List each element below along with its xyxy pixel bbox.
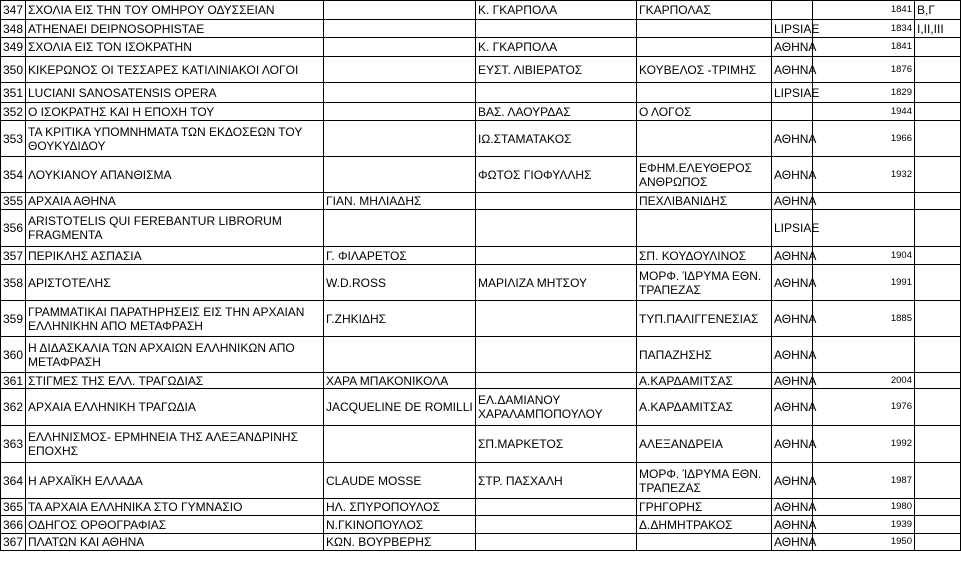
cell-translator: ΦΩΤΟΣ ΓΙΟΦΥΛΛΗΣ — [476, 157, 637, 193]
cell-year: 1980 — [813, 499, 915, 516]
cell-author: JACQUELINE DE ROMILLI — [324, 389, 476, 426]
cell-number: 361 — [1, 373, 26, 389]
cell-title: ARISTOTELIS QUI FEREBANTUR LIBRORUM FRAGMENTA — [26, 210, 324, 247]
cell-place: LIPSIAE — [772, 83, 813, 103]
cell-year: 1876 — [813, 57, 915, 83]
cell-translator: Κ. ΓΚΑΡΠΟΛΑ — [476, 38, 637, 57]
cell-number: 357 — [1, 247, 26, 265]
cell-author — [324, 38, 476, 57]
cell-translator — [476, 373, 637, 389]
cell-publisher: ΠΑΠΑΖΗΣΗΣ — [637, 337, 772, 373]
cell-publisher — [637, 121, 772, 157]
cell-place: ΑΘΗΝΑ — [772, 337, 813, 373]
table-row — [1, 516, 961, 534]
cell-year: 2004 — [813, 373, 915, 389]
cell-number: 358 — [1, 265, 26, 301]
cell-publisher: ΠΕΧΛΙΒΑΝΙΔΗΣ — [637, 193, 772, 210]
cell-number: 360 — [1, 337, 26, 373]
cell-volume — [915, 57, 961, 83]
cell-title: LUCIANI SANOSATENSIS OPERA — [26, 83, 324, 103]
cell-place: ΑΘΗΝΑ — [772, 389, 813, 426]
cell-publisher: ΓΡΗΓΟΡΗΣ — [637, 499, 772, 516]
cell-title: ΓΡΑΜΜΑΤΙΚΑΙ ΠΑΡΑΤΗΡΗΣΕΙΣ ΕΙΣ ΤΗΝ ΑΡΧΑΙΑΝ ΕΛΛΗΝΙΚΗΝ ΑΠΟ ΜΕΤΑΦΡΑΣΗ — [26, 301, 324, 337]
cell-year: 1966 — [813, 121, 915, 157]
cell-title: ΣΧΟΛΙΑ ΕΙΣ ΤΗΝ ΤΟΥ ΟΜΗΡΟΥ ΟΔΥΣΣΕΙΑΝ — [26, 1, 324, 20]
cell-place: ΑΘΗΝΑ — [772, 57, 813, 83]
table-row — [1, 83, 961, 103]
cell-publisher — [637, 20, 772, 38]
cell-volume — [915, 373, 961, 389]
cell-number: 365 — [1, 499, 26, 516]
cell-publisher: Α.ΚΑΡΔΑΜΙΤΣΑΣ — [637, 389, 772, 426]
cell-publisher: Ο ΛΟΓΟΣ — [637, 103, 772, 121]
cell-year: 1991 — [813, 265, 915, 301]
cell-volume — [915, 83, 961, 103]
cell-author: Ν.ΓΚΙΝΟΠΟΥΛΟΣ — [324, 516, 476, 534]
cell-publisher: ΤΥΠ.ΠΑΛΙΓΓΕΝΕΣΙΑΣ — [637, 301, 772, 337]
cell-place: ΑΘΗΝΑ — [772, 426, 813, 463]
cell-title: ΑΡΙΣΤΟΤΕΛΗΣ — [26, 265, 324, 301]
cell-number: 352 — [1, 103, 26, 121]
cell-translator: ΙΩ.ΣΤΑΜΑΤΑΚΟΣ — [476, 121, 637, 157]
cell-year — [813, 193, 915, 210]
cell-publisher: ΕΦΗΜ.ΕΛΕΥΘΕΡΟΣ ΑΝΘΡΩΠΟΣ — [637, 157, 772, 193]
cell-author: ΧΑΡΑ ΜΠΑΚΟΝΙΚΟΛΑ — [324, 373, 476, 389]
cell-author — [324, 1, 476, 20]
table-row — [1, 57, 961, 83]
table-row — [1, 247, 961, 265]
cell-translator: Κ. ΓΚΑΡΠΟΛΑ — [476, 1, 637, 20]
cell-volume — [915, 426, 961, 463]
cell-place: ΑΘΗΝΑ — [772, 516, 813, 534]
table-row — [1, 499, 961, 516]
cell-author: Γ.ΖΗΚΙΔΗΣ — [324, 301, 476, 337]
cell-volume: Β,Γ — [915, 1, 961, 20]
cell-title: Η ΑΡΧΑΪΚΗ ΕΛΛΑΔΑ — [26, 463, 324, 499]
cell-translator: ΜΑΡΙΛΙΖΑ ΜΗΤΣΟΥ — [476, 265, 637, 301]
cell-title: ΑΡΧΑΙΑ ΑΘΗΝΑ — [26, 193, 324, 210]
cell-volume: I,II,III — [915, 20, 961, 38]
cell-author — [324, 157, 476, 193]
cell-volume — [915, 516, 961, 534]
cell-publisher: ΜΟΡΦ. ΊΔΡΥΜΑ ΕΘΝ. ΤΡΑΠΕΖΑΣ — [637, 463, 772, 499]
cell-year: 1939 — [813, 516, 915, 534]
cell-volume — [915, 38, 961, 57]
cell-publisher: ΑΛΕΞΑΝΔΡΕΙΑ — [637, 426, 772, 463]
cell-volume — [915, 157, 961, 193]
cell-translator — [476, 210, 637, 247]
cell-year — [813, 210, 915, 247]
cell-number: 364 — [1, 463, 26, 499]
cell-publisher: ΓΚΑΡΠΟΛΑΣ — [637, 1, 772, 20]
cell-number: 349 — [1, 38, 26, 57]
cell-translator: ΕΥΣΤ. ΛΙΒΙΕΡΑΤΟΣ — [476, 57, 637, 83]
table-row — [1, 103, 961, 121]
cell-translator: ΣΠ.ΜΑΡΚΕΤΟΣ — [476, 426, 637, 463]
table-row — [1, 210, 961, 247]
table-row — [1, 463, 961, 499]
cell-publisher: Α.ΚΑΡΔΑΜΙΤΣΑΣ — [637, 373, 772, 389]
cell-publisher: ΣΠ. ΚΟΥΔΟΥΛΙΝΟΣ — [637, 247, 772, 265]
cell-title: ΛΟΥΚΙΑΝΟΥ ΑΠΑΝΘΙΣΜΑ — [26, 157, 324, 193]
table-row — [1, 1, 961, 20]
cell-year: 1950 — [813, 534, 915, 551]
cell-author: CLAUDE MOSSE — [324, 463, 476, 499]
cell-publisher — [637, 38, 772, 57]
cell-author: W.D.ROSS — [324, 265, 476, 301]
cell-year: 1944 — [813, 103, 915, 121]
cell-translator: ΒΑΣ. ΛΑΟΥΡΔΑΣ — [476, 103, 637, 121]
cell-title: ΠΛΑΤΩΝ ΚΑΙ ΑΘΗΝΑ — [26, 534, 324, 551]
cell-title: ΠΕΡΙΚΛΗΣ ΑΣΠΑΣΙΑ — [26, 247, 324, 265]
cell-year: 1932 — [813, 157, 915, 193]
cell-title: ΣΤΙΓΜΕΣ ΤΗΣ ΕΛΛ. ΤΡΑΓΩΔΙΑΣ — [26, 373, 324, 389]
cell-place: ΑΘΗΝΑ — [772, 193, 813, 210]
cell-number: 351 — [1, 83, 26, 103]
cell-publisher — [637, 83, 772, 103]
cell-place: ΑΘΗΝΑ — [772, 121, 813, 157]
cell-title: ΕΛΛΗΝΙΣΜΟΣ- ΕΡΜΗΝΕΙΑ ΤΗΣ ΑΛΕΞΑΝΔΡΙΝΗΣ ΕΠΟΧΗΣ — [26, 426, 324, 463]
cell-number: 350 — [1, 57, 26, 83]
cell-translator — [476, 534, 637, 551]
table-row — [1, 426, 961, 463]
cell-year: 1829 — [813, 83, 915, 103]
table-row — [1, 20, 961, 38]
cell-volume — [915, 103, 961, 121]
table-row — [1, 534, 961, 551]
cell-publisher — [637, 210, 772, 247]
cell-publisher: ΜΟΡΦ. ΊΔΡΥΜΑ ΕΘΝ. ΤΡΑΠΕΖΑΣ — [637, 265, 772, 301]
cell-translator — [476, 499, 637, 516]
cell-number: 353 — [1, 121, 26, 157]
cell-author — [324, 210, 476, 247]
cell-number: 347 — [1, 1, 26, 20]
cell-place: LIPSIAE — [772, 20, 813, 38]
cell-number: 356 — [1, 210, 26, 247]
cell-translator — [476, 301, 637, 337]
cell-place: LIPSIAE — [772, 210, 813, 247]
cell-title: ΣΧΟΛΙΑ ΕΙΣ ΤΟΝ ΙΣΟΚΡΑΤΗΝ — [26, 38, 324, 57]
cell-place: ΑΘΗΝΑ — [772, 247, 813, 265]
table-row — [1, 193, 961, 210]
cell-translator — [476, 337, 637, 373]
cell-number: 359 — [1, 301, 26, 337]
cell-number: 354 — [1, 157, 26, 193]
cell-volume — [915, 499, 961, 516]
cell-place: ΑΘΗΝΑ — [772, 265, 813, 301]
cell-author: Γ. ΦΙΛΑΡΕΤΟΣ — [324, 247, 476, 265]
table-row — [1, 121, 961, 157]
cell-place: ΑΘΗΝΑ — [772, 38, 813, 57]
cell-year: 1841 — [813, 38, 915, 57]
cell-place: ΑΘΗΝΑ — [772, 499, 813, 516]
cell-volume — [915, 301, 961, 337]
cell-place — [772, 1, 813, 20]
cell-translator — [476, 516, 637, 534]
cell-year: 1992 — [813, 426, 915, 463]
cell-title: ATHENAEI DEIPNOSOPHISTAE — [26, 20, 324, 38]
cell-year: 1976 — [813, 389, 915, 426]
cell-title: Ο ΙΣΟΚΡΑΤΗΣ ΚΑΙ Η ΕΠΟΧΗ ΤΟΥ — [26, 103, 324, 121]
cell-volume — [915, 121, 961, 157]
cell-volume — [915, 265, 961, 301]
cell-place: ΑΘΗΝΑ — [772, 373, 813, 389]
cell-volume — [915, 210, 961, 247]
cell-title: ΑΡΧΑΙΑ ΕΛΛΗΝΙΚΗ ΤΡΑΓΩΔΙΑ — [26, 389, 324, 426]
cell-place: ΑΘΗΝΑ — [772, 463, 813, 499]
cell-place: ΑΘΗΝΑ — [772, 301, 813, 337]
cell-author — [324, 426, 476, 463]
cell-title: Η ΔΙΔΑΣΚΑΛΙΑ ΤΩΝ ΑΡΧΑΙΩΝ ΕΛΛΗΝΙΚΩΝ ΑΠΟ ΜΕΤΑΦΡΑΣΗ — [26, 337, 324, 373]
cell-volume — [915, 534, 961, 551]
table-row — [1, 157, 961, 193]
cell-translator — [476, 247, 637, 265]
books-table-body — [1, 1, 961, 551]
cell-place: ΑΘΗΝΑ — [772, 157, 813, 193]
table-row — [1, 373, 961, 389]
cell-volume — [915, 337, 961, 373]
cell-year: 1885 — [813, 301, 915, 337]
cell-translator — [476, 193, 637, 210]
table-row — [1, 337, 961, 373]
cell-number: 362 — [1, 389, 26, 426]
cell-author: ΓΙΑΝ. ΜΗΛΙΑΔΗΣ — [324, 193, 476, 210]
cell-volume — [915, 247, 961, 265]
cell-author — [324, 121, 476, 157]
cell-volume — [915, 193, 961, 210]
cell-publisher — [637, 534, 772, 551]
cell-author — [324, 83, 476, 103]
cell-author: ΚΩΝ. ΒΟΥΡΒΕΡΗΣ — [324, 534, 476, 551]
cell-title: ΤΑ ΑΡΧΑΙΑ ΕΛΛΗΝΙΚΑ ΣΤΟ ΓΥΜΝΑΣΙΟ — [26, 499, 324, 516]
cell-number: 355 — [1, 193, 26, 210]
cell-translator: ΕΛ.ΔΑΜΙΑΝΟΥ ΧΑΡΑΛΑΜΠΟΠΟΥΛΟΥ — [476, 389, 637, 426]
cell-translator: ΣΤΡ. ΠΑΣΧΑΛΗ — [476, 463, 637, 499]
table-row — [1, 301, 961, 337]
cell-title: ΟΔΗΓΟΣ ΟΡΘΟΓΡΑΦΙΑΣ — [26, 516, 324, 534]
cell-number: 367 — [1, 534, 26, 551]
cell-year: 1987 — [813, 463, 915, 499]
cell-translator — [476, 20, 637, 38]
cell-translator — [476, 83, 637, 103]
cell-number: 348 — [1, 20, 26, 38]
cell-number: 366 — [1, 516, 26, 534]
cell-year: 1841 — [813, 1, 915, 20]
cell-title: ΤΑ ΚΡΙΤΙΚΑ ΥΠΟΜΝΗΜΑΤΑ ΤΩΝ ΕΚΔΟΣΕΩΝ ΤΟΥ ΘΟΥΚΥΔΙΔΟΥ — [26, 121, 324, 157]
cell-author — [324, 103, 476, 121]
cell-author: ΗΛ. ΣΠΥΡΟΠΟΥΛΟΣ — [324, 499, 476, 516]
table-row — [1, 389, 961, 426]
cell-author — [324, 20, 476, 38]
cell-year: 1904 — [813, 247, 915, 265]
cell-author — [324, 57, 476, 83]
cell-title: ΚΙΚΕΡΩΝΟΣ ΟΙ ΤΕΣΣΑΡΕΣ ΚΑΤΙΛΙΝΙΑΚΟΙ ΛΟΓΟΙ — [26, 57, 324, 83]
cell-volume — [915, 463, 961, 499]
cell-publisher: Δ.ΔΗΜΗΤΡΑΚΟΣ — [637, 516, 772, 534]
cell-number: 363 — [1, 426, 26, 463]
cell-year — [813, 337, 915, 373]
cell-place — [772, 103, 813, 121]
cell-year: 1834 — [813, 20, 915, 38]
cell-publisher: ΚΟΥΒΕΛΟΣ -ΤΡΙΜΗΣ — [637, 57, 772, 83]
cell-volume — [915, 389, 961, 426]
table-row — [1, 38, 961, 57]
cell-author — [324, 337, 476, 373]
cell-place: ΑΘΗΝΑ — [772, 534, 813, 551]
table-row — [1, 265, 961, 301]
